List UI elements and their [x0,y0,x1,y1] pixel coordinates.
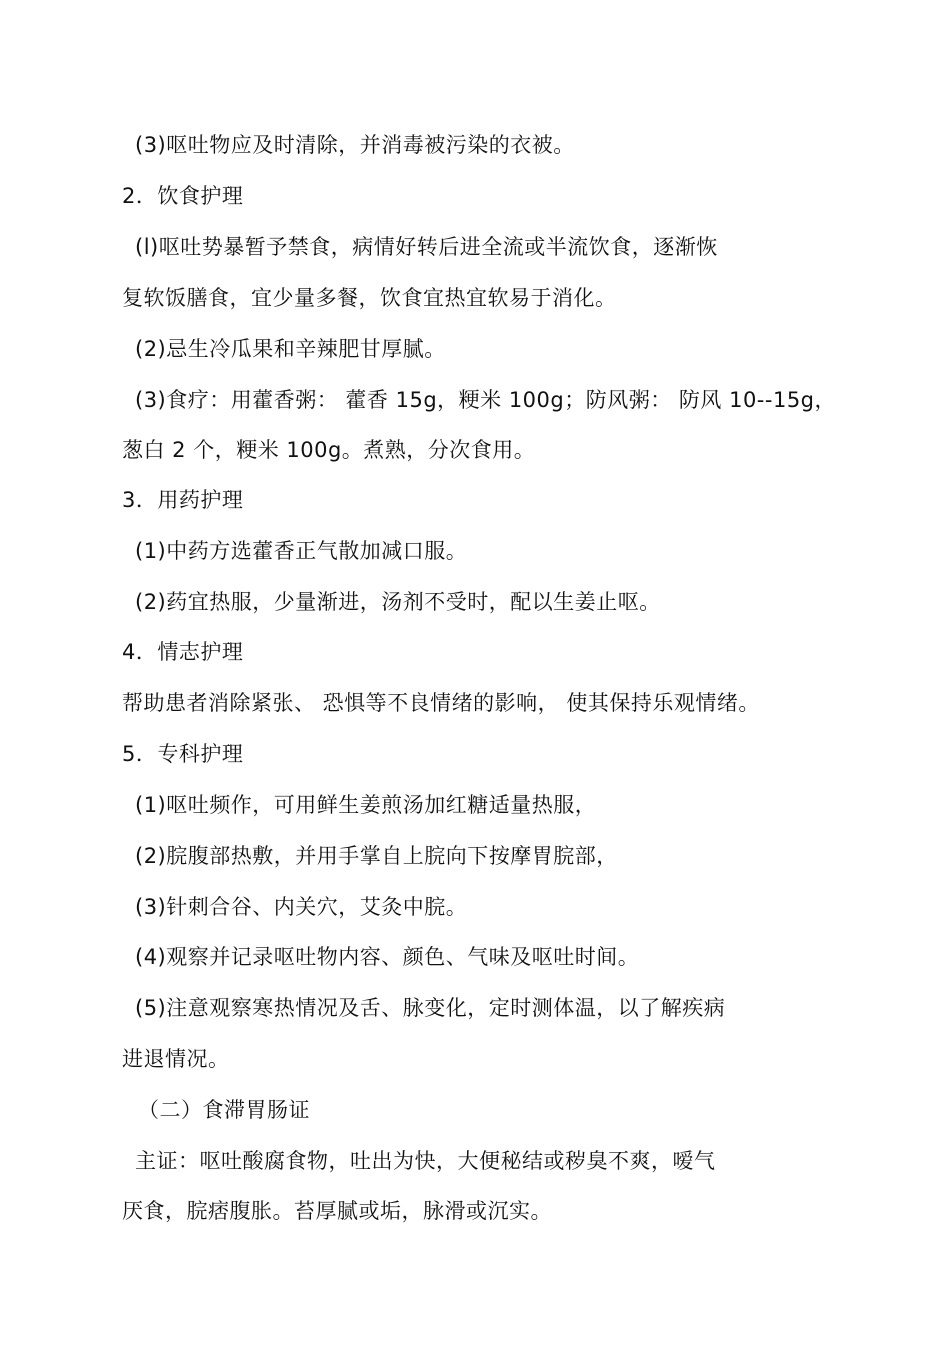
text-line: 进退情况。 [122,1047,230,1071]
text-line: 主证：呕吐酸腐食物，吐出为快，大便秘结或秽臭不爽，嗳气 [135,1149,716,1173]
section-heading: 2．饮食护理 [122,184,244,208]
text-line: 葱白 2 个，粳米 100g。煮熟，分次食用。 [122,438,536,462]
text-line: (3)食疗：用藿香粥： 藿香 15g，粳米 100g；防风粥： 防风 10--15g， [135,388,837,412]
text-line: (2)药宜热服，少量渐进，汤剂不受时，配以生姜止呕。 [135,590,661,614]
text-line: (l)呕吐势暴暂予禁食，病情好转后进全流或半流饮食，逐渐恢 [135,235,718,259]
subsection-heading: （二）食滞胃肠证 [138,1098,310,1122]
section-heading: 4．情志护理 [122,640,244,664]
text-line: (3)呕吐物应及时清除，并消毒被污染的衣被。 [135,133,575,157]
text-line: (2)脘腹部热敷，并用手掌自上脘向下按摩胃脘部， [135,844,618,868]
section-heading: 3．用药护理 [122,488,244,512]
text-line: 帮助患者消除紧张、 恐惧等不良情绪的影响， 使其保持乐观情绪。 [122,691,760,715]
text-line: 厌食，脘痞腹胀。苔厚腻或垢，脉滑或沉实。 [122,1199,552,1223]
text-line: (5)注意观察寒热情况及舌、脉变化，定时测体温，以了解疾病 [135,996,726,1020]
text-line: 复软饭膳食，宜少量多餐，饮食宜热宜软易于消化。 [122,286,617,310]
text-line: (4)观察并记录呕吐物内容、颜色、气味及呕吐时间。 [135,945,640,969]
section-heading: 5．专科护理 [122,742,244,766]
text-line: (1)中药方选藿香正气散加减口服。 [135,539,468,563]
text-line: (1)呕吐频作，可用鲜生姜煎汤加红糖适量热服， [135,793,597,817]
text-line: (2)忌生冷瓜果和辛辣肥甘厚腻。 [135,337,446,361]
text-line: (3)针刺合谷、内关穴，艾灸中脘。 [135,895,468,919]
